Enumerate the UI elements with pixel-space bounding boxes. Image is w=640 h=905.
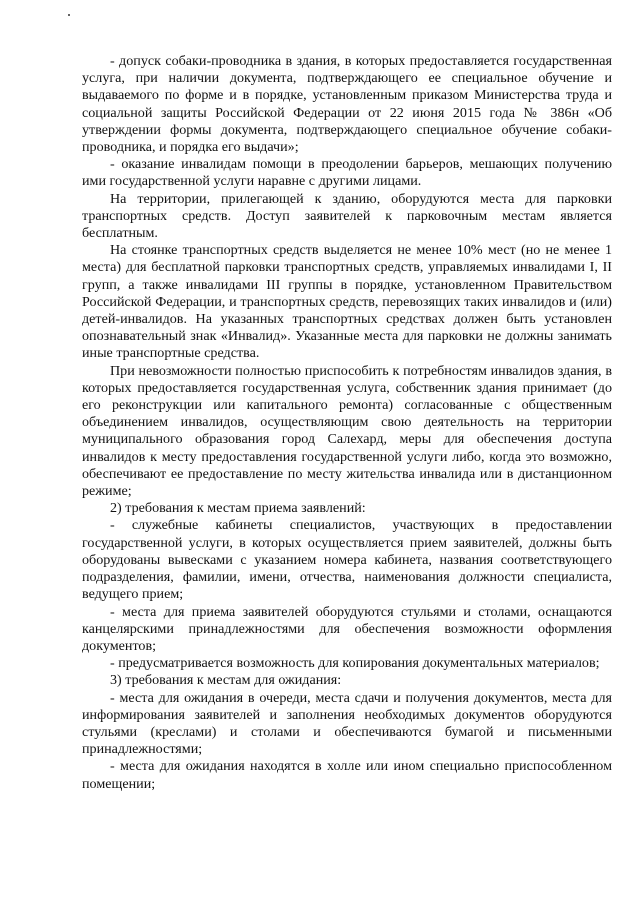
paragraph-assistance: - оказание инвалидам помощи в преодолении барьеров, мешающих получению ими государственной услуги наравне с другими лицами. — [82, 156, 612, 190]
paragraph-parking-territory: На территории, прилегающей к зданию, оборудуются места для парковки транспортных средств. Доступ заявителей к парковочным местам является бесплатным. — [82, 190, 612, 242]
paragraph-copying: - предусматривается возможность для копирования документальных материалов; — [110, 655, 600, 672]
paragraph-waiting-requirements: 3) требования к местам для ожидания: — [110, 672, 342, 689]
paragraph-building-adaptation: При невозможности полностью приспособить к потребностям инвалидов здания, в которых предоставляется государственная услуга, собственник здания принимает (до его реконструкции или капитального ремонта) согласованные с общественным объединением инвалидов, осуществляющим свою деятельность на территории муниципального образования город Салехард, меры для обеспечения доступа инвалидов к месту предоставления государственной услуги либо, когда это возможно, обеспечивают ее предоставление по месту жительства инвалида или в дистанционном режиме; — [82, 362, 612, 500]
paragraph-office-signage: - служебные кабинеты специалистов, участвующих в предоставлении государственной услуги, в которых осуществляется прием заявителей, должны быть оборудованы вывесками с указанием номера кабинета, названия соответствующего подразделения, фамилии, имени, отчества, наименования должности специалиста, ведущего прием; — [82, 517, 612, 603]
paragraph-reception-furniture: - места для приема заявителей оборудуются стульями и столами, оснащаются канцелярскими принадлежностями для обеспечения возможности оформления документов; — [82, 603, 612, 654]
paragraph-guide-dog: - допуск собаки-проводника в здания, в которых предоставляется государственная услуга, при наличии документа, подтверждающего ее специальное обучение и выдаваемого по форме и в порядке, установленным приказом Министерства труда и социальной защиты Российской Федерации от 22 июня 2015 года № 386н «Об утверждении формы документа, подтверждающего специальное обучение собаки-проводника, и порядка его выдачи»; — [82, 53, 612, 156]
paragraph-reception-requirements: 2) требования к местам приема заявлений: — [110, 500, 366, 517]
document-page — [82, 53, 612, 793]
scan-speck — [68, 14, 70, 16]
paragraph-waiting-furniture: - места для ожидания в очереди, места сдачи и получения документов, места для информирования заявителей и заполнения необходимых документов оборудуются стульями (креслами) и столами и обеспечиваются бумагой и письменными принадлежностями; — [82, 689, 612, 758]
paragraph-waiting-hall: - места для ожидания находятся в холле или ином специально приспособленном помещении; — [82, 758, 612, 792]
paragraph-parking-quota: На стоянке транспортных средств выделяется не менее 10% мест (но не менее 1 места) для бесплатной парковки транспортных средств, управляемых инвалидами I, II групп, а также инвалидами III группы в порядке, установленном Правительством Российской Федерации, и транспортных средств, перевозящих таких инвалидов и (или) детей-инвалидов. На указанных транспортных средствах должен быть установлен опознавательный знак «Инвалид». Указанные места для парковки не должны занимать иные транспортные средства. — [82, 242, 612, 362]
